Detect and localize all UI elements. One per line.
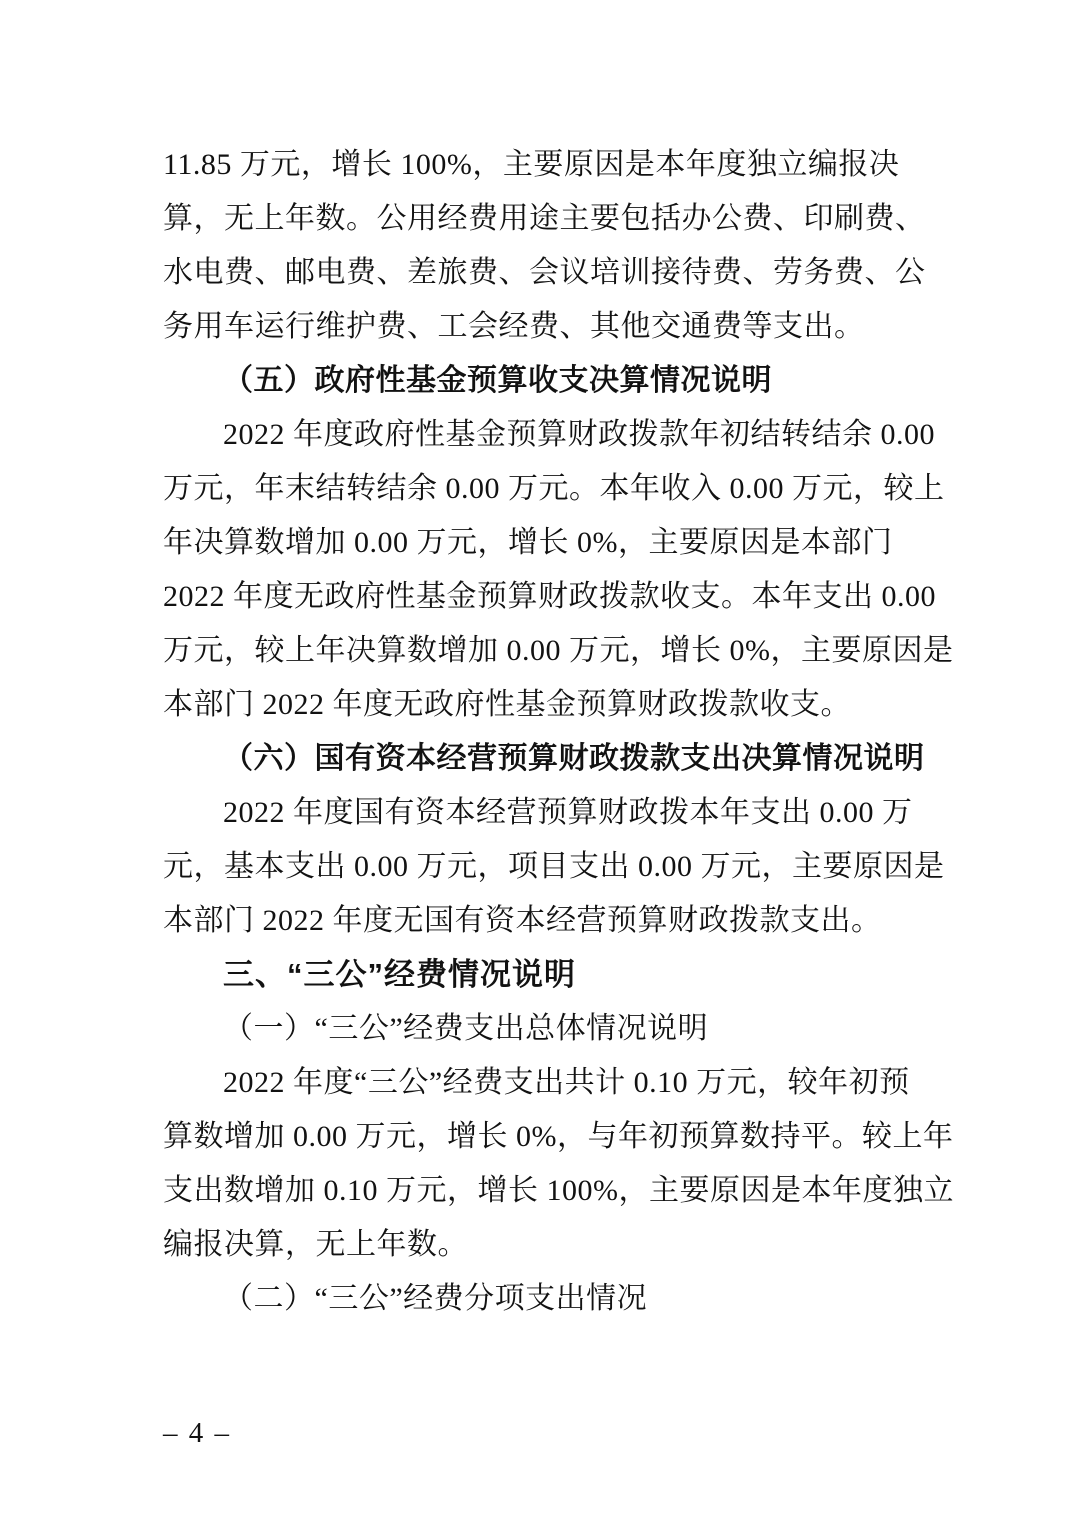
paragraph-line: 编报决算，无上年数。 — [163, 1228, 468, 1261]
paragraph-line: 务用车运行维护费、工会经费、其他交通费等支出。 — [163, 310, 865, 343]
chapter-heading-3-three-public-funds: 三、“三公”经费情况说明 — [223, 957, 576, 992]
paragraph-line: 2022 年度国有资本经营预算财政拨本年支出 0.00 万 — [223, 796, 913, 829]
subsection-heading-2-itemized-spending: （二）“三公”经费分项支出情况 — [223, 1282, 648, 1315]
paragraph-line: 支出数增加 0.10 万元，增长 100%，主要原因是本年度独立 — [163, 1174, 954, 1207]
paragraph-line: 水电费、邮电费、差旅费、会议培训接待费、劳务费、公 — [163, 256, 926, 289]
paragraph-line: 万元，较上年决算数增加 0.00 万元，增长 0%，主要原因是 — [163, 634, 954, 667]
paragraph-line: 2022 年度无政府性基金预算财政拨款收支。本年支出 0.00 — [163, 580, 936, 613]
paragraph-line: 算数增加 0.00 万元，增长 0%，与年初预算数持平。较上年 — [163, 1120, 954, 1153]
paragraph-line: 算，无上年数。公用经费用途主要包括办公费、印刷费、 — [163, 202, 926, 235]
page-number: – 4 – — [163, 1417, 231, 1449]
paragraph-line: 本部门 2022 年度无国有资本经营预算财政拨款支出。 — [163, 904, 882, 937]
subsection-heading-1-overall-spending: （一）“三公”经费支出总体情况说明 — [223, 1012, 709, 1045]
paragraph-continuation-line: 11.85 万元，增长 100%，主要原因是本年度独立编报决 — [163, 148, 900, 181]
document-body — [163, 138, 954, 1326]
paragraph-line: 2022 年度政府性基金预算财政拨款年初结转结余 0.00 — [223, 418, 935, 451]
paragraph-line: 元，基本支出 0.00 万元，项目支出 0.00 万元，主要原因是 — [163, 850, 945, 883]
paragraph-line: 本部门 2022 年度无政府性基金预算财政拨款收支。 — [163, 688, 851, 721]
paragraph-line: 万元，年末结转结余 0.00 万元。本年收入 0.00 万元，较上 — [163, 472, 945, 505]
section-heading-5-gov-fund-budget: （五）政府性基金预算收支决算情况说明 — [223, 364, 772, 397]
paragraph-line: 2022 年度“三公”经费支出共计 0.10 万元，较年初预 — [223, 1066, 910, 1099]
paragraph-line: 年决算数增加 0.00 万元，增长 0%，主要原因是本部门 — [163, 526, 893, 559]
section-heading-6-state-capital-budget: （六）国有资本经营预算财政拨款支出决算情况说明 — [223, 742, 925, 775]
